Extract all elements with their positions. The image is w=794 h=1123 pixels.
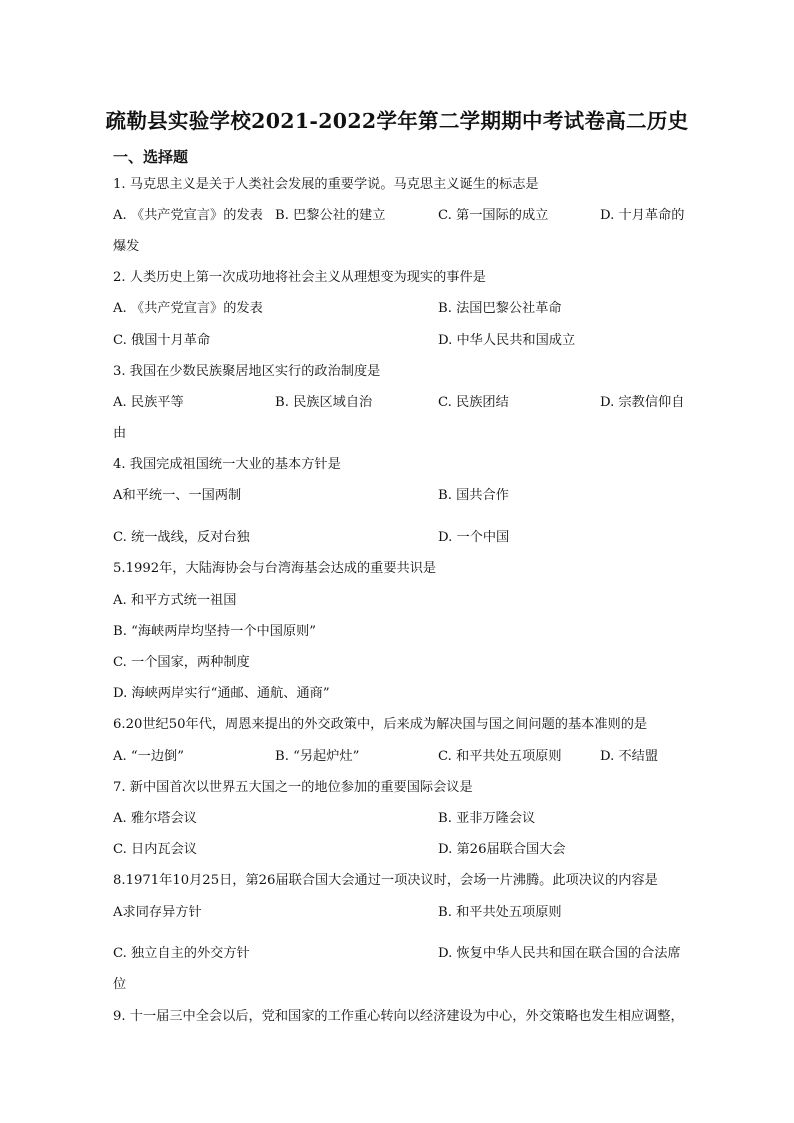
question-2-option-b: B. 法国巴黎公社革命 [438,301,562,316]
question-1-option-d: D. 十月革命的 [600,208,685,223]
question-5-option-b: B. “海峡两岸均坚持一个中国原则” [113,624,316,639]
question-4-option-b: B. 国共合作 [438,488,509,503]
question-8-stem: 8.1971年10月25日，第26届联合国大会通过一项决议时，会场一片沸腾。此项决议的内容是 [113,873,658,888]
question-1-stem: 1. 马克思主义是关于人类社会发展的重要学说。马克思主义诞生的标志是 [113,177,539,192]
question-6-option-d: D. 不结盟 [600,749,659,764]
question-8-option-c: C. 独立自主的外交方针 [113,946,250,961]
question-2-option-d: D. 中华人民共和国成立 [438,333,576,348]
question-1-option-c: C. 第一国际的成立 [438,208,549,223]
question-3-stem: 3. 我国在少数民族聚居地区实行的政治制度是 [113,364,381,379]
question-2-stem: 2. 人类历史上第一次成功地将社会主义从理想变为现实的事件是 [113,270,486,285]
question-9-stem: 9. 十一届三中全会以后，党和国家的工作重心转向以经济建设为中心，外交策略也发生相应调整， [113,1009,684,1024]
question-6-option-c: C. 和平共处五项原则 [438,749,562,764]
question-3-option-c: C. 民族团结 [438,395,509,410]
question-4-option-d: D. 一个中国 [438,530,510,545]
section-heading: 一、选择题 [113,148,189,166]
question-8-option-b: B. 和平共处五项原则 [438,905,562,920]
question-2-option-c: C. 俄国十月革命 [113,333,211,348]
question-7-stem: 7. 新中国首次以世界五大国之一的地位参加的重要国际会议是 [113,780,473,795]
question-5-stem: 5.1992年，大陆海协会与台湾海基会达成的重要共识是 [113,561,437,576]
question-5-option-c: C. 一个国家，两种制度 [113,655,250,670]
question-3-option-a: A. 民族平等 [113,395,184,410]
question-4-option-a: A和平统一、一国两制 [113,488,242,503]
question-8-option-d-continued: 位 [113,977,127,992]
question-8-option-d: D. 恢复中华人民共和国在联合国的合法席 [438,946,681,961]
question-5-option-d: D. 海峡两岸实行“通邮、通航、通商” [113,686,330,701]
question-1-option-b: B. 巴黎公社的建立 [275,208,386,223]
question-3-option-b: B. 民族区域自治 [275,395,373,410]
question-7-option-b: B. 亚非万隆会议 [438,811,536,826]
question-8-option-a: A求同存异方针 [113,905,202,920]
question-1-option-a: A. 《共产党宣言》的发表 [113,208,263,223]
question-7-option-d: D. 第26届联合国大会 [438,842,566,857]
question-6-option-a: A. “一边倒” [113,749,184,764]
question-2-option-a: A. 《共产党宣言》的发表 [113,301,263,316]
question-4-option-c: C. 统一战线，反对台独 [113,530,250,545]
question-1-option-d-continued: 爆发 [113,239,140,254]
page-title: 疏勒县实验学校2021-2022学年第二学期期中考试卷高二历史 [105,109,689,133]
question-6-stem: 6.20世纪50年代，周恩来提出的外交政策中，后来成为解决国与国之间问题的基本准则的是 [113,717,648,732]
question-5-option-a: A. 和平方式统一祖国 [113,593,237,608]
question-4-stem: 4. 我国完成祖国统一大业的基本方针是 [113,457,341,472]
question-3-option-d-continued: 由 [113,426,127,441]
question-6-option-b: B. “另起炉灶” [275,749,360,764]
question-7-option-a: A. 雅尔塔会议 [113,811,197,826]
question-7-option-c: C. 日内瓦会议 [113,842,197,857]
question-3-option-d: D. 宗教信仰自 [600,395,685,410]
